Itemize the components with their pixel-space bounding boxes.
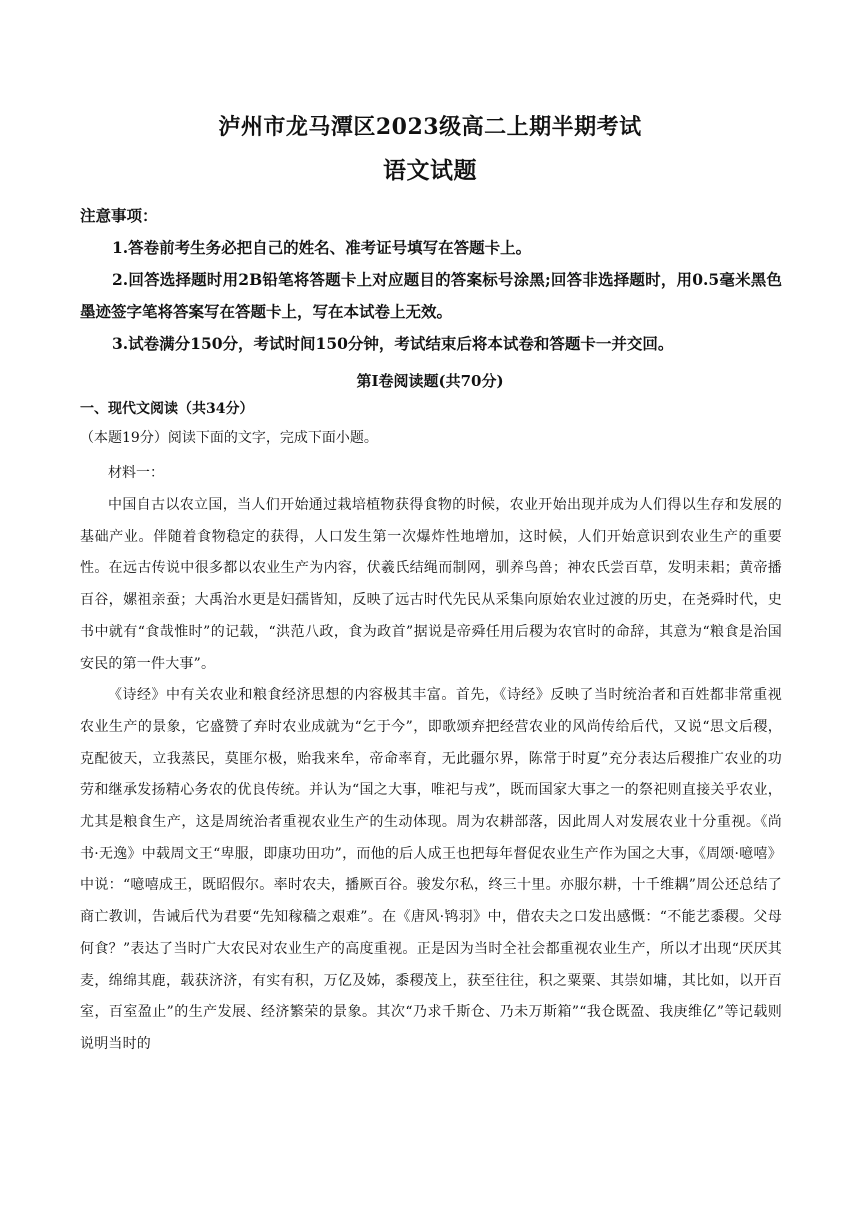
exam-title: 泸州市龙马潭区2023级高二上期半期考试 [218, 114, 642, 140]
part-title: 一、现代文阅读（共34分） [80, 401, 254, 417]
passage-paragraph: 《诗经》中有关农业和粮食经济思想的内容极其丰富。首先，《诗经》反映了当时统治者和百姓都非常重视农业生产的景象，它盛赞了弃时农业成就为“乞于今”，即歌颂弃把经营农业的风尚传给后代，又说“思文后稷，克配彼天，立我蒸民，莫匪尔极，贻我来牟，帝命率育，无此疆尔界，陈常于时夏”充分表达后稷推广农业的功劳和继承发扬精心务农的优良传统。并认为“国之大事，唯祀与戎”，既而国家大事之一的祭祀则直接关乎农业，尤其是粮食生产，这是周统治者重视农业生产的生动体现。周为农耕部落，因此周人对发展农业十分重视。《尚书·无逸》中载周文王“卑服，即康功田功”，而他的后人成王也把每年督促农业生产作为国之大事，《周颂·噫嘻》中说：“噫嘻成王，既昭假尔。率时农夫，播厥百谷。骏发尔私，终三十里。亦服尔耕，十千维耦”周公还总结了商亡教训，告诫后代为君要“先知稼穑之艰难”。在《唐风·鸨羽》中，借农夫之口发出感慨：“不能艺黍稷。父母何食？”表达了当时广大农民对农业生产的高度重视。正是因为当时全社会都重视农业生产，所以才出现“厌厌其麦，绵绵其鹿，载获济济，有实有积，万亿及姊，黍稷茂上，获至往往，积之粟粟、其崇如墉，其比如，以开百室，百室盈止”的生产发展、经济繁荣的景象。其次“乃求千斯仓、乃未万斯箱”“我仓既盈、我庚维亿”等记载则说明当时的 [80, 687, 782, 1052]
section-title: 第Ⅰ卷阅读题(共70分) [356, 372, 504, 390]
notice-heading: 注意事项： [80, 206, 158, 225]
notice-item: 1.答卷前考生务必把自己的姓名、准考证号填写在答题卡上。 [112, 238, 532, 257]
exam-subtitle: 语文试题 [383, 157, 477, 184]
passage-paragraph: 中国自古以农立国，当人们开始通过栽培植物获得食物的时候，农业开始出现并成为人们得以生存和发展的基础产业。伴随着食物稳定的获得，人口发生第一次爆炸性地增加，这时候，人们开始意识到农业生产的重要性。在远古传说中很多都以农业生产为内容，伏羲氏结绳而制网，驯养鸟兽；神农氏尝百草，发明耒耜；黄帝播百谷，嫘祖亲蚕；大禹治水更是妇孺皆知，反映了远古时代先民从采集向原始农业过渡的历史，在尧舜时代，史书中就有“食哉惟时”的记载，“洪范八政，食为政首”据说是帝舜任用后稷为农官时的命辞，其意为“粮食是治国安民的第一件大事”。 [80, 497, 782, 672]
question-intro: （本题19分）阅读下面的文字，完成下面小题。 [80, 430, 378, 446]
notice-item: 2.回答选择题时用2B铅笔将答题卡上对应题目的答案标号涂黑;回答非选择题时，用0.5毫米黑色墨迹签字笔将答案写在答题卡上，写在本试卷上无效。 [80, 270, 782, 321]
reading-passage [80, 490, 782, 1061]
notice-list [80, 232, 782, 360]
notice-item: 3.试卷满分150分，考试时间150分钟，考试结束后将本试卷和答题卡一并交回。 [112, 334, 674, 353]
material-label: 材料一： [108, 465, 164, 481]
